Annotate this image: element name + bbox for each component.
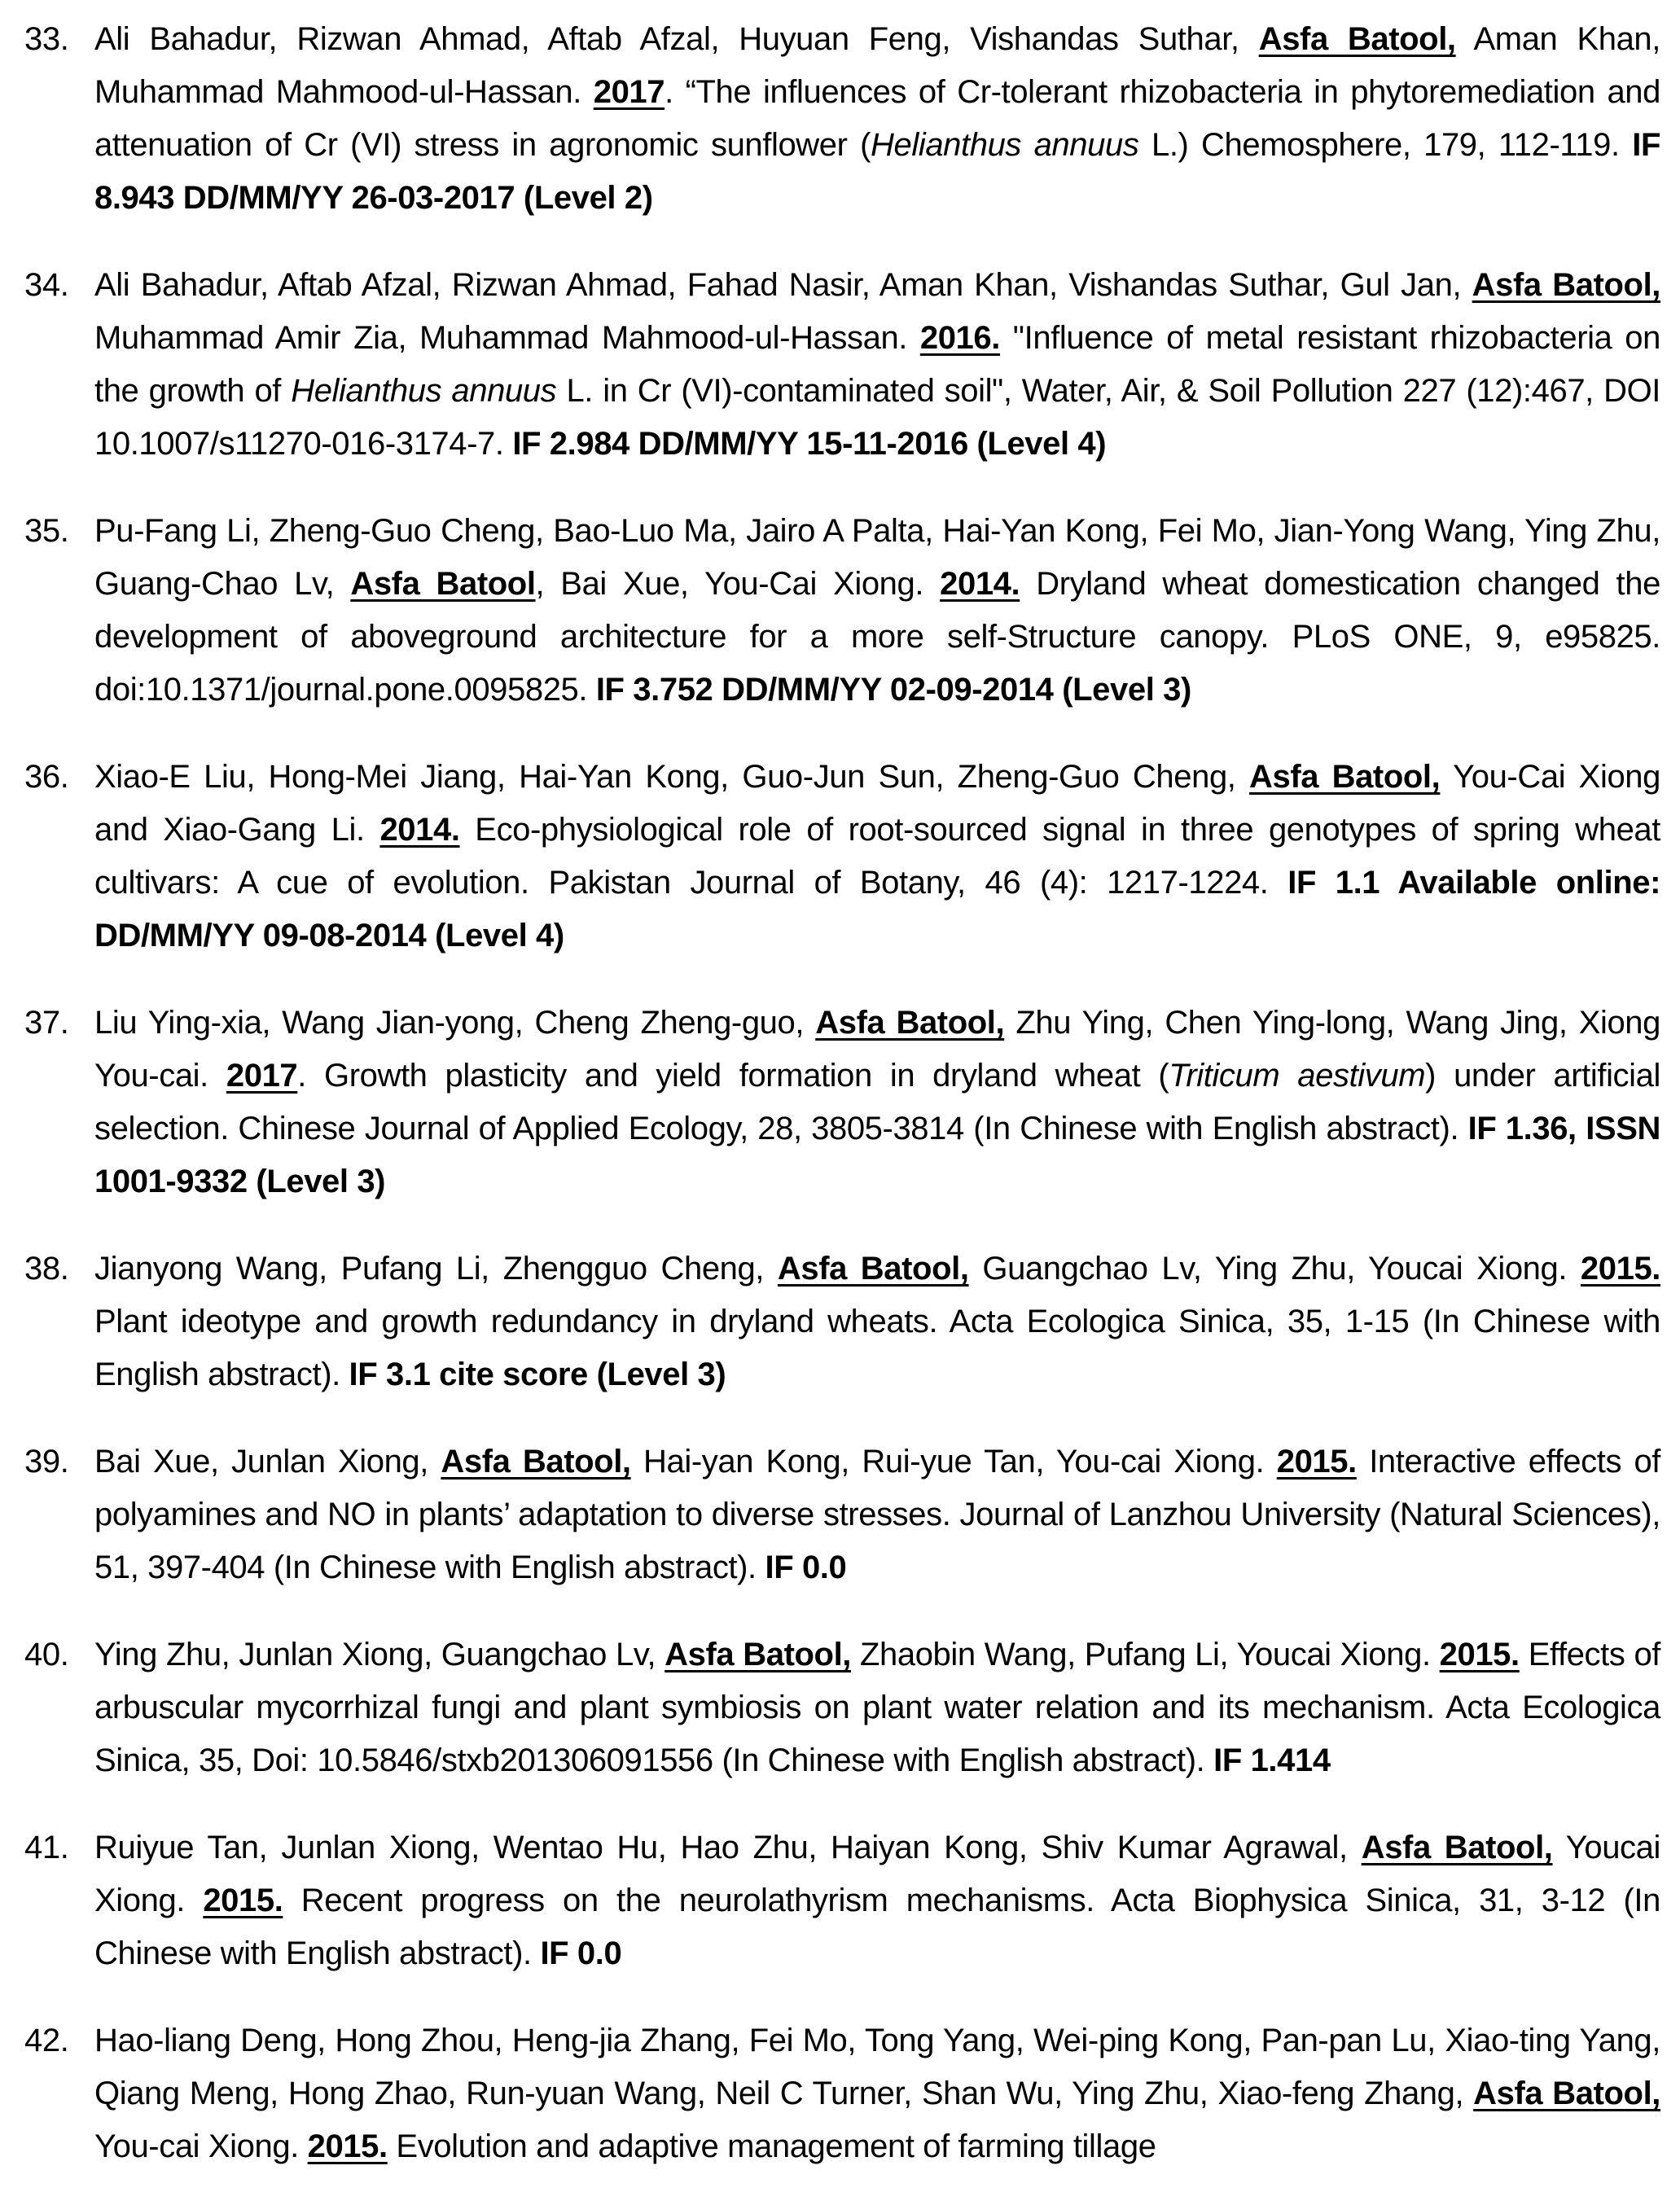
species: Triticum aestivum xyxy=(1169,1058,1426,1094)
authors: You-cai Xiong. xyxy=(94,2128,308,2164)
reference-number: 35. xyxy=(24,513,69,549)
impact-note: IF 2.984 DD/MM/YY 15-11-2016 (Level 4) xyxy=(512,426,1107,462)
author-highlight: Asfa Batool, xyxy=(1258,21,1456,57)
journal: ) under artificial selection. Chinese Journal of Applied Ecology, 28, 3805-3814 (In Chinese with English abstract). xyxy=(94,1058,1660,1146)
reference-text xyxy=(94,513,1660,708)
publication-list xyxy=(24,13,1660,2173)
author-highlight: Asfa Batool, xyxy=(777,1251,969,1287)
reference-text xyxy=(94,1251,1660,1392)
reference-text xyxy=(94,267,1660,462)
authors: Zhu Ying, Chen Ying-long, Wang Jing, Xiong You-cai. xyxy=(94,1005,1660,1094)
impact-note: IF 0.0 xyxy=(765,1550,847,1585)
reference-text xyxy=(94,1444,1660,1585)
reference-number: 37. xyxy=(24,1005,69,1041)
authors: Ying Zhu, Junlan Xiong, Guangchao Lv, xyxy=(94,1637,665,1672)
impact-note: IF 1.414 xyxy=(1213,1743,1331,1778)
authors: Aman Khan, Muhammad Mahmood-ul-Hassan. xyxy=(94,21,1660,110)
impact-note: IF 8.943 DD/MM/YY 26-03-2017 (Level 2) xyxy=(94,127,1660,216)
author-highlight: Asfa Batool, xyxy=(1249,759,1441,795)
title: Dryland wheat domestication changed the development of aboveground architecture for a more self-Structure canopy. PLoS ONE, 9, e95825. doi:10.1371/journal.pone.0095825. xyxy=(94,566,1660,708)
title: "Influence of metal resistant rhizobacteria on the growth of xyxy=(94,320,1660,409)
author-highlight: Asfa Batool, xyxy=(1472,267,1660,303)
reference-item xyxy=(24,259,1660,471)
reference-text xyxy=(94,1005,1660,1199)
journal: L. in Cr (VI)-contaminated soil", Water, Air, & Soil Pollution 227 (12):467, DOI 10.1007/s11270-016-3174-7. xyxy=(94,373,1660,462)
title: Interactive effects of polyamines and NO in plants’ adaptation to diverse stresses. Journal of Lanzhou University (Natural Sciences), 51, 397-404 (In Chinese with English abstract). xyxy=(94,1444,1661,1585)
reference-item xyxy=(24,505,1660,717)
reference-text xyxy=(94,2023,1660,2164)
authors: Guangchao Lv, Ying Zhu, Youcai Xiong. xyxy=(968,1251,1581,1287)
impact-note: IF 3.752 DD/MM/YY 02-09-2014 (Level 3) xyxy=(595,672,1191,708)
authors: Zhaobin Wang, Pufang Li, Youcai Xiong. xyxy=(851,1637,1440,1672)
title: Recent progress on the neurolathyrism mechanisms. Acta Biophysica Sinica, 31, 3-12 (In Chinese with English abstract). xyxy=(94,1883,1660,1971)
reference-number: 34. xyxy=(24,267,69,303)
reference-item xyxy=(24,1629,1660,1787)
year: 2014. xyxy=(940,566,1020,602)
impact-note: IF 1.1 Available online: DD/MM/YY 09-08-2014 (Level 4) xyxy=(94,865,1660,953)
reference-number: 39. xyxy=(24,1444,69,1479)
species: Helianthus annuus xyxy=(871,127,1139,163)
year: 2015. xyxy=(1580,1251,1661,1287)
title: Plant ideotype and growth redundancy in dryland wheats. Acta Ecologica Sinica, 35, 1-15 (In Chinese with English abstract). xyxy=(94,1304,1660,1392)
authors: Ali Bahadur, Aftab Afzal, Rizwan Ahmad, Fahad Nasir, Aman Khan, Vishandas Suthar, Gul Jan, xyxy=(94,267,1472,303)
reference-item xyxy=(24,2014,1660,2173)
reference-number: 40. xyxy=(24,1637,69,1672)
species: Helianthus annuus xyxy=(291,373,557,409)
author-highlight: Asfa Batool, xyxy=(815,1005,1005,1041)
author-highlight: Asfa Batool, xyxy=(665,1637,851,1672)
reference-item xyxy=(24,1243,1660,1401)
reference-item xyxy=(24,751,1660,962)
reference-item xyxy=(24,1436,1660,1594)
authors: Muhammad Amir Zia, Muhammad Mahmood-ul-Hassan. xyxy=(94,320,920,356)
authors: Youcai Xiong. xyxy=(94,1830,1660,1918)
reference-number: 36. xyxy=(24,759,69,795)
authors: Ali Bahadur, Rizwan Ahmad, Aftab Afzal, Huyuan Feng, Vishandas Suthar, xyxy=(94,21,1259,57)
year: 2015. xyxy=(1439,1637,1520,1672)
reference-number: 38. xyxy=(24,1251,69,1287)
title: . “The influences of Cr-tolerant rhizobacteria in phytoremediation and attenuation of Cr (VI) stress in agronomic sunflower ( xyxy=(94,74,1660,163)
authors: You-Cai Xiong and Xiao-Gang Li. xyxy=(94,759,1660,848)
title: Evolution and adaptive management of farming tillage xyxy=(387,2128,1156,2164)
title: Eco-physiological role of root-sourced signal in three genotypes of spring wheat cultivars: A cue of evolution. Pakistan Journal of Botany, 46 (4): 1217-1224. xyxy=(94,812,1660,901)
year: 2016. xyxy=(919,320,1000,356)
reference-item xyxy=(24,13,1660,225)
reference-number: 42. xyxy=(24,2023,69,2058)
impact-note: IF 0.0 xyxy=(540,1935,622,1971)
impact-note: IF 1.36, ISSN 1001-9332 (Level 3) xyxy=(94,1111,1660,1199)
authors: Hao-liang Deng, Hong Zhou, Heng-jia Zhang, Fei Mo, Tong Yang, Wei-ping Kong, Pan-pan Lu, Xiao-ting Yang, Qiang Meng, Hong Zhao, Run-yuan Wang, Neil C Turner, Shan Wu, Ying Zhu, Xiao-feng Zhang, xyxy=(94,2023,1660,2111)
title: . Growth plasticity and yield formation in dryland wheat ( xyxy=(297,1058,1169,1094)
impact-note: IF 3.1 cite score (Level 3) xyxy=(349,1357,726,1392)
reference-text xyxy=(94,759,1660,953)
authors: , Bai Xue, You-Cai Xiong. xyxy=(535,566,941,602)
year: 2015. xyxy=(203,1883,283,1918)
reference-number: 41. xyxy=(24,1830,69,1865)
authors: Liu Ying-xia, Wang Jian-yong, Cheng Zheng-guo, xyxy=(94,1005,816,1041)
author-highlight: Asfa Batool, xyxy=(1361,1830,1553,1865)
author-highlight: Asfa Batool, xyxy=(1473,2076,1660,2111)
year: 2015. xyxy=(307,2128,388,2164)
journal: L.) Chemosphere, 179, 112-119. xyxy=(1138,127,1633,163)
authors: Hai-yan Kong, Rui-yue Tan, You-cai Xiong. xyxy=(630,1444,1277,1479)
title: Effects of arbuscular mycorrhizal fungi and plant symbiosis on plant water relation and its mechanism. Acta Ecologica Sinica, 35, Doi: 10.5846/stxb201306091556 (In Chinese with English abstract). xyxy=(94,1637,1660,1778)
reference-item xyxy=(24,1821,1660,1980)
authors: Bai Xue, Junlan Xiong, xyxy=(94,1444,441,1479)
authors: Pu-Fang Li, Zheng-Guo Cheng, Bao-Luo Ma, Jairo A Palta, Hai-Yan Kong, Fei Mo, Jian-Yong Wang, Ying Zhu, Guang-Chao Lv, xyxy=(94,513,1660,602)
reference-item xyxy=(24,997,1660,1208)
authors: Ruiyue Tan, Junlan Xiong, Wentao Hu, Hao Zhu, Haiyan Kong, Shiv Kumar Agrawal, xyxy=(94,1830,1362,1865)
authors: Xiao-E Liu, Hong-Mei Jiang, Hai-Yan Kong, Guo-Jun Sun, Zheng-Guo Cheng, xyxy=(94,759,1249,795)
year: 2017 xyxy=(226,1058,298,1094)
year: 2015. xyxy=(1276,1444,1357,1479)
reference-text xyxy=(94,21,1660,216)
author-highlight: Asfa Batool, xyxy=(441,1444,631,1479)
reference-text xyxy=(94,1830,1660,1971)
reference-text xyxy=(94,1637,1660,1778)
year: 2014. xyxy=(379,812,460,848)
author-highlight: Asfa Batool xyxy=(350,566,536,602)
authors: Jianyong Wang, Pufang Li, Zhengguo Cheng, xyxy=(94,1251,778,1287)
reference-number: 33. xyxy=(24,21,69,57)
year: 2017 xyxy=(593,74,665,110)
